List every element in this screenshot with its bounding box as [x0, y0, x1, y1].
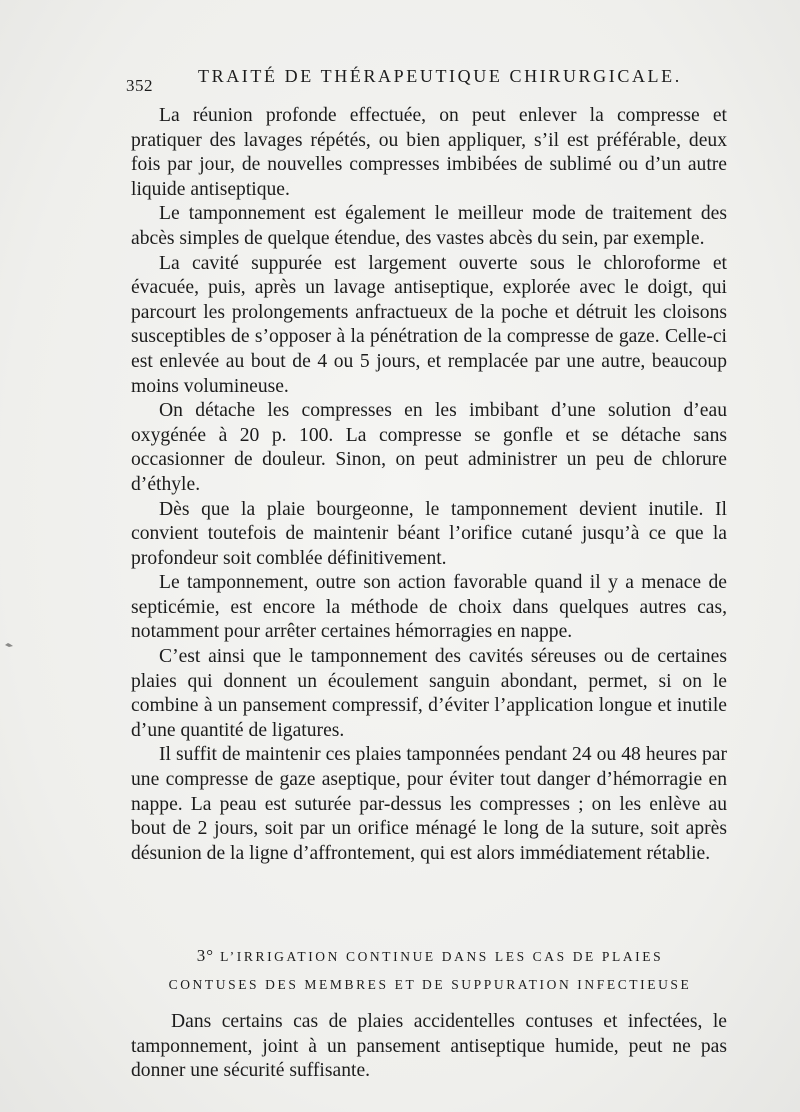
- paragraph: Le tamponnement, outre son action favorable quand il y a menace de septicémie, est encore la méthode de choix dans quelques autres cas, notamment pour arrêter certaines hémorragies en nappe.: [131, 572, 727, 643]
- paragraph: La réunion profonde effectuée, on peut enlever la compresse et pratiquer des lavages répétés, ou bien appliquer, s’il est préférable, deux fois par jour, de nouvelles compresses imbibées de sublimé ou d’un autre liquide antiseptique.: [131, 105, 727, 200]
- paragraph: Il suffit de maintenir ces plaies tamponnées pendant 24 ou 48 heures par une compresse de gaze aseptique, pour éviter tout danger d’hémorragie en nappe. La peau est suturée par-dessus les compresses ; on les enlève au bout de 2 jours, soit par un orifice ménagé le long de la suture, soit après désunion de la ligne d’affrontement, qui est alors immédiatement rétablie.: [131, 744, 727, 864]
- paragraph: Dès que la plaie bourgeonne, le tamponnement devient inutile. Il convient toutefois de maintenir béant l’orifice cutané jusqu’à ce que la profondeur soit comblée définitivement.: [131, 498, 727, 569]
- paragraph: Dans certains cas de plaies accidentelles contuses et infectées, le tamponnement, joint à un pansement antiseptique humide, peut ne pas donner une sécurité suffisante.: [131, 1011, 727, 1082]
- page-header: [126, 66, 726, 96]
- section-heading: [130, 942, 730, 999]
- paragraph: Le tamponnement est également le meilleur mode de traitement des abcès simples de quelque étendue, des vastes abcès du sein, par exemple.: [131, 203, 727, 249]
- running-title: TRAITÉ DE THÉRAPEUTIQUE CHIRURGICALE.: [198, 66, 682, 86]
- paragraph: La cavité suppurée est largement ouverte sous le chloroforme et évacuée, puis, après un lavage antiseptique, explorée avec le doigt, qui parcourt les prolongements anfractueux de la poche et détruit les cloisons susceptibles de s’opposer à la pénétration de la compresse de gaze. Celle-ci est enlevée au bout de 4 ou 5 jours, et remplacée par une autre, beaucoup moins volumineuse.: [131, 252, 727, 397]
- page-number: 352: [126, 76, 153, 95]
- main-text: [131, 104, 727, 866]
- margin-speck-icon: [4, 640, 14, 650]
- section-number: 3°: [196, 946, 215, 965]
- section-title-part-1: L’IRRIGATION CONTINUE DANS LES CAS DE PLAIES: [220, 949, 664, 964]
- section-heading-line-1: [130, 942, 730, 971]
- section-text: [131, 1010, 727, 1084]
- paragraph: C’est ainsi que le tamponnement des cavités séreuses ou de certaines plaies qui donnent un écoulement sanguin abondant, permet, si on le combine à un pansement compressif, d’éviter l’application longue et inutile d’une quantité de ligatures.: [131, 646, 727, 741]
- paragraph: On détache les compresses en les imbibant d’une solution d’eau oxygénée à 20 p. 100. La compresse se gonfle et se détache sans occasionner de douleur. Sinon, on peut administrer un peu de chlorure d’éthyle.: [131, 400, 727, 495]
- section-heading-line-2: CONTUSES DES MEMBRES ET DE SUPPURATION INFECTIEUSE: [168, 977, 692, 992]
